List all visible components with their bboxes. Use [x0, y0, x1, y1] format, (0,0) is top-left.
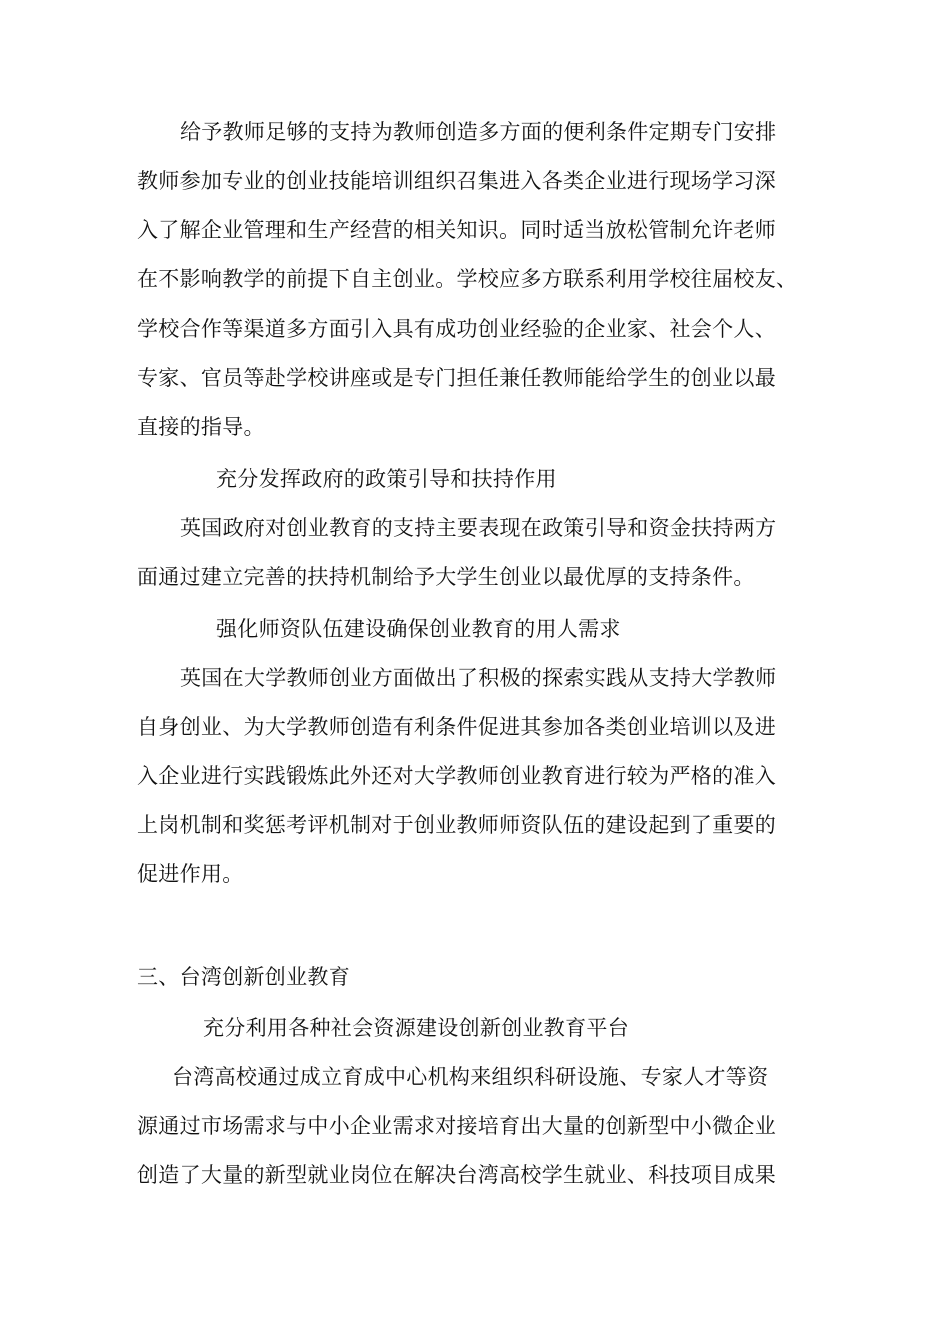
paragraph-1-line-2: 教师参加专业的创业技能培训组织召集进入各类企业进行现场学习深	[137, 169, 776, 193]
paragraph-4-line-1: 台湾高校通过成立育成中心机构来组织科研设施、专家人才等资	[172, 1065, 769, 1089]
subheading-government-policy: 充分发挥政府的政策引导和扶持作用	[216, 467, 557, 491]
paragraph-1-line-5: 学校合作等渠道多方面引入具有成功创业经验的企业家、社会个人、	[137, 317, 776, 341]
paragraph-3-line-1: 英国在大学教师创业方面做出了积极的探索实践从支持大学教师	[180, 666, 777, 690]
subheading-social-resources: 充分利用各种社会资源建设创新创业教育平台	[203, 1016, 629, 1040]
paragraph-1-line-4: 在不影响教学的前提下自主创业。学校应多方联系利用学校往届校友、	[137, 267, 798, 291]
paragraph-1-line-7: 直接的指导。	[137, 415, 265, 439]
section-heading-taiwan: 三、台湾创新创业教育	[137, 965, 350, 989]
paragraph-2-line-2: 面通过建立完善的扶持机制给予大学生创业以最优厚的支持条件。	[137, 565, 755, 589]
subheading-faculty-building: 强化师资队伍建设确保创业教育的用人需求	[216, 617, 621, 641]
paragraph-3-line-2: 自身创业、为大学教师创造有利条件促进其参加各类创业培训以及进	[137, 715, 776, 739]
paragraph-4-line-2: 源通过市场需求与中小企业需求对接培育出大量的创新型中小微企业	[137, 1114, 776, 1138]
paragraph-1-line-3: 入了解企业管理和生产经营的相关知识。同时适当放松管制允许老师	[137, 218, 776, 242]
paragraph-2-line-1: 英国政府对创业教育的支持主要表现在政策引导和资金扶持两方	[180, 516, 777, 540]
paragraph-3-line-4: 上岗机制和奖惩考评机制对于创业教师师资队伍的建设起到了重要的	[137, 813, 776, 837]
paragraph-1-line-1: 给予教师足够的支持为教师创造多方面的便利条件定期专门安排	[180, 120, 777, 144]
paragraph-1-line-6: 专家、官员等赴学校讲座或是专门担任兼任教师能给学生的创业以最	[137, 366, 776, 390]
paragraph-4-line-3: 创造了大量的新型就业岗位在解决台湾高校学生就业、科技项目成果	[137, 1163, 776, 1187]
paragraph-3-line-5: 促进作用。	[137, 862, 244, 886]
paragraph-3-line-3: 入企业进行实践锻炼此外还对大学教师创业教育进行较为严格的准入	[137, 764, 776, 788]
